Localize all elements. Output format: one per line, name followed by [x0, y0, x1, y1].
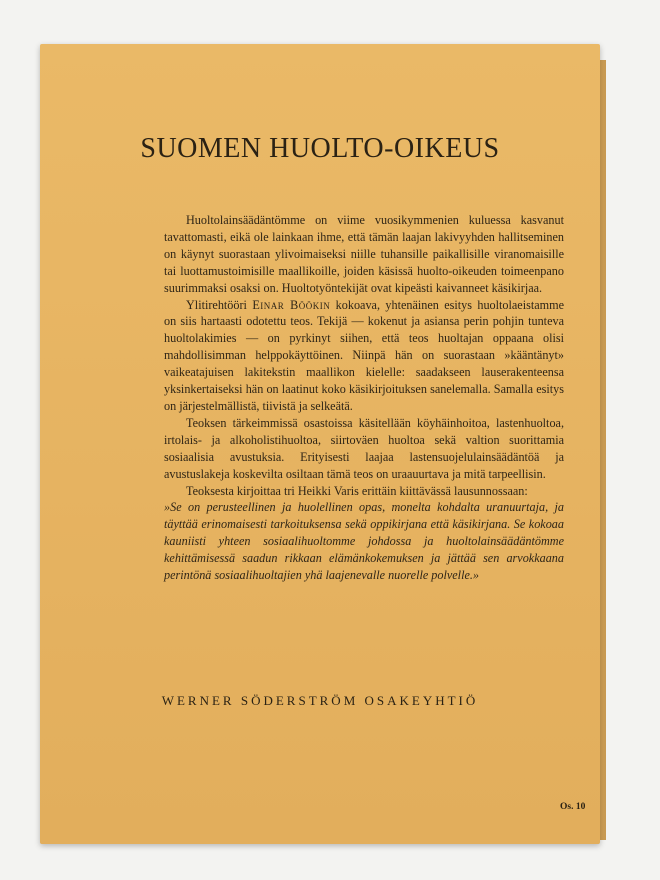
publisher-name: WERNER SÖDERSTRÖM OSAKEYHTIÖ: [161, 693, 479, 708]
paragraph-3: Teoksen tärkeimmissä osastoissa käsitellään köyhäinhoitoa, lastenhuoltoa, irtolais- ja alkoholistihuoltoa, siirtoväen huoltoa sekä valtion suorittamia sosiaalisia avustuksia. Erityisesti laajaa lastensuojelulainsäädäntöä ja avustuslakeja koskevilta osiltaan tämä teos on uraauurtava ja mitä tarpeellisin.: [164, 415, 564, 481]
paragraph-2: [164, 297, 564, 415]
book-back-cover: [40, 44, 600, 844]
blurb-text: [164, 212, 564, 584]
paragraph-1: Huoltolainsäädäntömme on viime vuosikymmenien kuluessa kasvanut tavattomasti, eikä ole lainkaan ihme, että tämän laajan lakivyyhden hallitseminen on käynyt suorastaan ylivoimaiseksi niille tuhansille paikallisille viranomaisille tai luottamustoimisille maallikoille, joiden käsissä huolto-oikeuden toimeenpano suurimmaksi osaksi on. Huoltotyöntekijät ovat kipeästi kaivanneet käsikirjaa.: [164, 213, 564, 295]
author-name: Einar Böökin: [252, 297, 331, 312]
book-title: SUOMEN HUOLTO-OIKEUS: [140, 133, 500, 164]
paragraph-2-lead: Ylitirehtööri: [186, 297, 247, 312]
paragraph-2-rest: kokoava, yhtenäinen esitys huoltolaeistamme on siis hartaasti odotettu teos. Tekijä — kokenut ja asiansa perin pohjin tunteva huoltolakimies — on pyrkinyt siihen, että teos huoltajan oppaana olisi mahdollisimman helppokäyttöinen. Niinpä hän on suorastaan »kääntänyt» vaikeatajuisen lakitekstin maallikon kielelle: saadakseen lauserakenteensa yksinkertaiseksi hän on laatinut koko käsikirjoituksen sanelemalla. Samalla esitys on järjestelmällistä, tiivistä ja selkeätä.: [164, 297, 565, 413]
paragraph-4: Teoksesta kirjoittaa tri Heikki Varis erittäin kiittävässä lausunnossaan:: [186, 483, 528, 498]
review-quote: »Se on perusteellinen ja huolellinen opas, monelta kohdalta uranuurtaja, ja täyttää erinomaisesti tarkoituksensa sekä oppikirjana että käsikirjana. Se kokoaa kauniisti yhteen sosiaalihuoltomme johdossa ja huoltolainsäädäntömme kehittämisessä saadun rikkaan elämänkokemuksen ja jättää sen arvokkaana perintönä sosiaalihuoltajien yhä laajenevalle nuorelle polvelle.»: [164, 500, 564, 583]
price-label: Os. 10: [560, 802, 586, 812]
